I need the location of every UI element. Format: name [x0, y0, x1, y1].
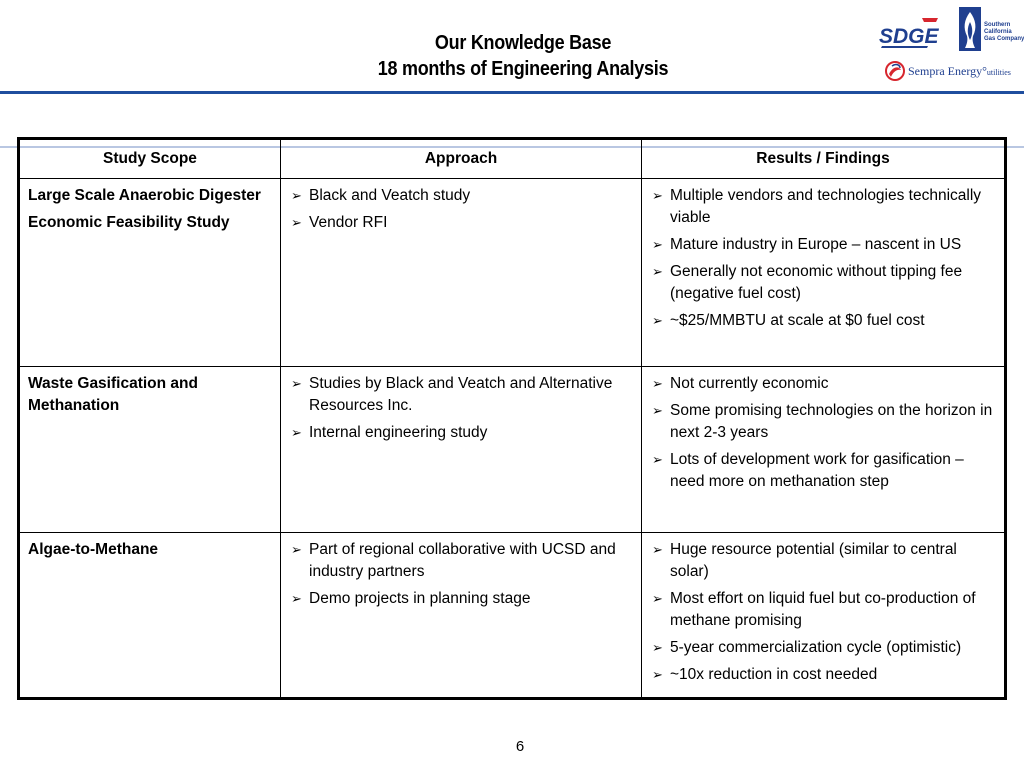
study-scope-cell: [19, 179, 281, 367]
arrow-bullet-icon: ➢: [652, 403, 663, 418]
arrow-bullet-icon: ➢: [652, 452, 663, 467]
arrow-bullet-icon: ➢: [652, 542, 663, 557]
list-item: ➢ Mature industry in Europe – nascent in US: [650, 234, 998, 256]
arrow-bullet-icon: ➢: [652, 591, 663, 606]
scope-text: Waste Gasification and Methanation: [28, 375, 198, 414]
study-scope-cell: [19, 533, 281, 699]
table-row: [19, 367, 1006, 533]
list-item: ➢ ~10x reduction in cost needed: [650, 664, 998, 686]
flame-icon: [958, 6, 982, 52]
list-item: ➢ Vendor RFI: [289, 212, 635, 234]
arrow-bullet-icon: ➢: [291, 542, 302, 557]
sempra-logo: [884, 60, 1024, 82]
sempra-swirl-icon: [884, 60, 906, 82]
table-header-row: [19, 139, 1006, 179]
results-cell: [642, 367, 1006, 533]
scope-text: Economic Feasibility Study: [28, 214, 230, 231]
slide-title: [286, 30, 759, 82]
arrow-bullet-icon: ➢: [652, 667, 663, 682]
list-item: ➢ Part of regional collaborative with UCSD and industry partners: [291, 541, 616, 580]
arrow-bullet-icon: ➢: [291, 215, 302, 230]
list-item: ➢ Studies by Black and Veatch and Alternative Resources Inc.: [291, 375, 613, 414]
arrow-bullet-icon: ➢: [291, 376, 302, 391]
approach-cell: [281, 367, 642, 533]
approach-cell: [281, 533, 642, 699]
arrow-bullet-icon: ➢: [652, 640, 663, 655]
list-item: ➢ Most effort on liquid fuel but co-production of methane promising: [652, 590, 976, 629]
list-item: ➢ 5-year commercialization cycle (optimistic): [650, 637, 998, 659]
list-item: ➢ Huge resource potential (similar to central solar): [652, 541, 957, 580]
scope-text: Large Scale Anaerobic Digester: [28, 187, 261, 204]
arrow-bullet-icon: ➢: [291, 425, 302, 440]
study-scope-cell: [19, 367, 281, 533]
arrow-bullet-icon: ➢: [291, 188, 302, 203]
logo-area: [876, 4, 1024, 88]
column-header-results: Results / Findings: [642, 139, 1006, 179]
title-line-1: Our Knowledge Base: [434, 32, 612, 54]
arrow-bullet-icon: ➢: [652, 313, 663, 328]
arrow-bullet-icon: ➢: [652, 237, 663, 252]
list-item: ➢ Not currently economic: [650, 373, 998, 395]
approach-cell: [281, 179, 642, 367]
sdge-logo: [878, 16, 940, 48]
socalgas-logo-text: Southern California Gas Company: [984, 22, 1024, 42]
arrow-bullet-icon: ➢: [652, 264, 663, 279]
column-header-study-scope: Study Scope: [19, 139, 281, 179]
arrow-bullet-icon: ➢: [652, 188, 663, 203]
list-item: ➢ Demo projects in planning stage: [289, 588, 635, 610]
scope-text: Algae-to-Methane: [28, 541, 159, 558]
table-row: [19, 533, 1006, 699]
list-item: ➢ Generally not economic without tipping fee (negative fuel cost): [652, 263, 963, 302]
results-cell: [642, 533, 1006, 699]
table-row: [19, 179, 1006, 367]
arrow-bullet-icon: ➢: [291, 591, 302, 606]
arrow-bullet-icon: ➢: [652, 376, 663, 391]
knowledge-base-table: [17, 137, 1007, 700]
header-divider: [0, 91, 1024, 94]
list-item: ➢ Some promising technologies on the horizon in next 2-3 years: [652, 402, 993, 441]
list-item: ➢ Internal engineering study: [289, 422, 635, 444]
sempra-logo-text: Sempra Energy°utilities: [908, 64, 1011, 78]
list-item: ➢ Multiple vendors and technologies technically viable: [652, 187, 982, 226]
title-line-2: 18 months of Engineering Analysis: [377, 58, 669, 80]
sdge-logo-text: SDGE: [879, 25, 939, 48]
results-cell: [642, 179, 1006, 367]
list-item: ➢ Black and Veatch study: [289, 185, 635, 207]
column-header-approach: Approach: [281, 139, 642, 179]
list-item: ➢ Lots of development work for gasification – need more on methanation step: [652, 451, 964, 490]
socalgas-logo: [958, 6, 1024, 54]
list-item: ➢ ~$25/MMBTU at scale at $0 fuel cost: [650, 310, 998, 332]
page-number: 6: [515, 738, 525, 755]
